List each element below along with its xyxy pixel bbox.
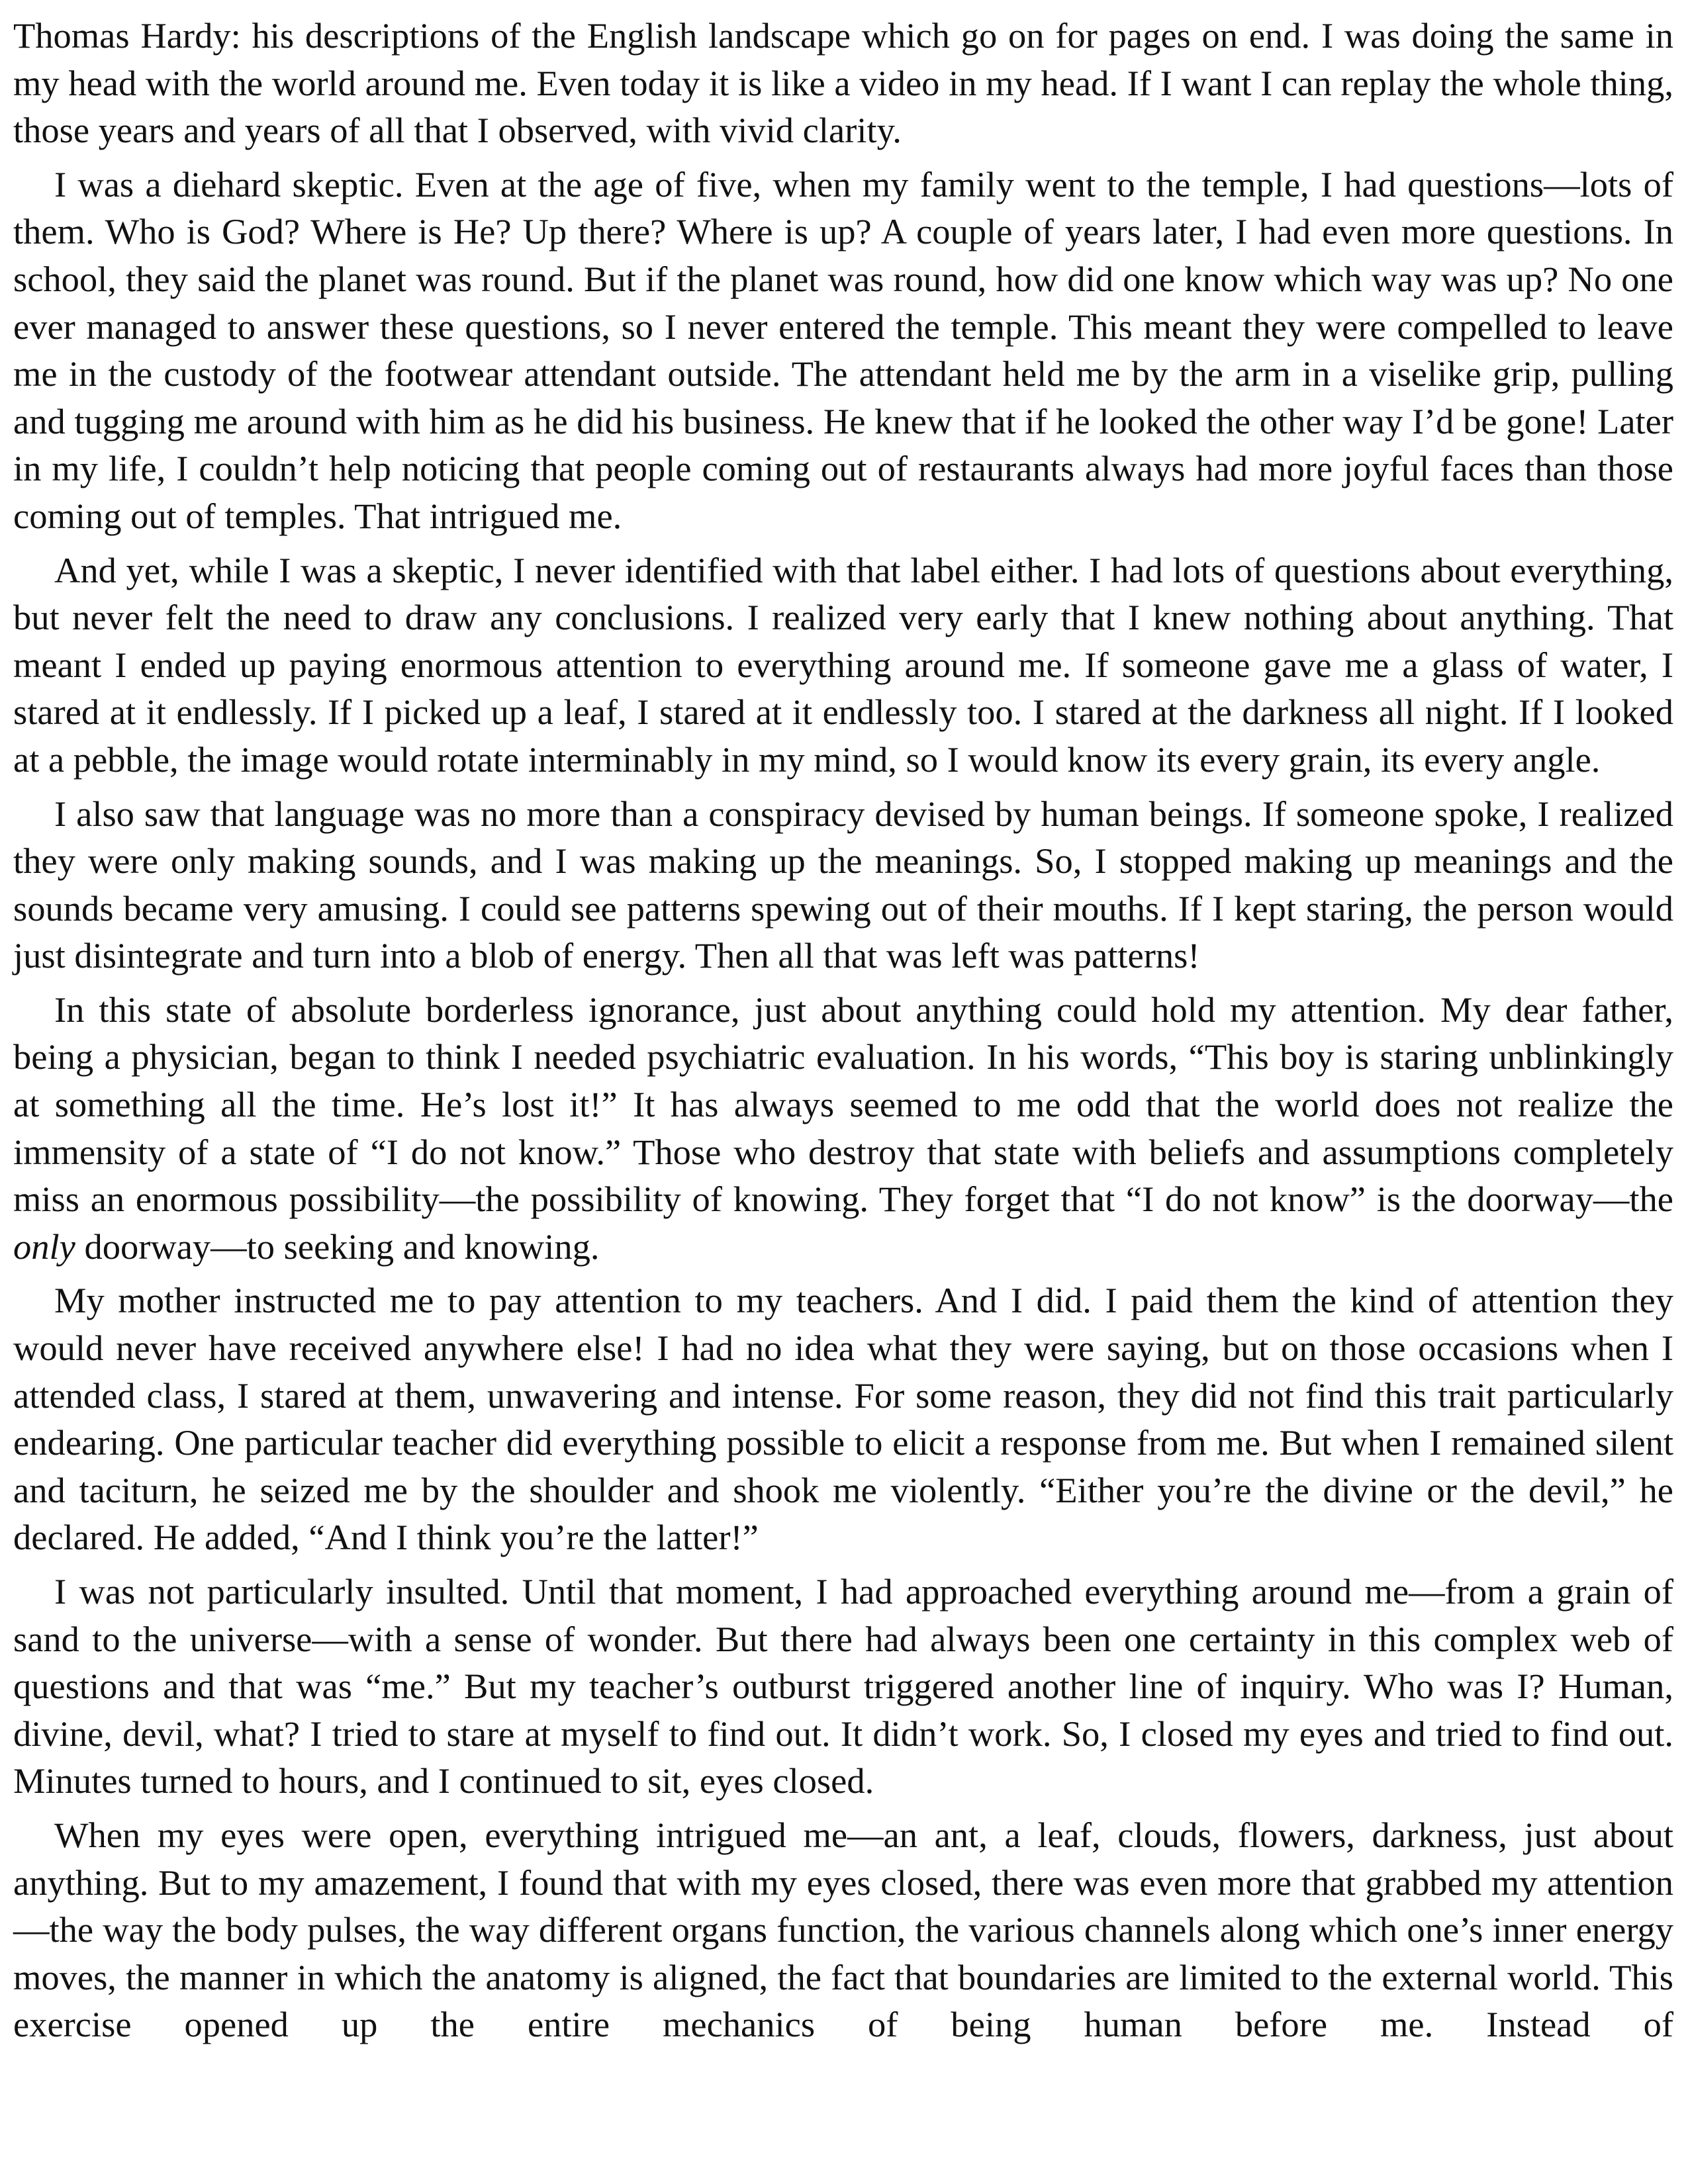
paragraph-language-conspiracy: I also saw that language was no more than a conspiracy devised by human beings. If someone spoke, I realized they were only making sounds, and I was making up the meanings. So, I stopped making up meanings and the sounds became very amusing. I could see patterns spewing out of their mouths. If I kept staring, the person would just disintegrate and turn into a blob of energy. Then all that was left was patterns! — [13, 793, 1673, 976]
paragraph-text-after-emphasis: doorway—to seeking and knowing. — [75, 1226, 600, 1267]
paragraph-not-insulted: I was not particularly insulted. Until that moment, I had approached everything around me—from a grain of sand to the universe—with a sense of wonder. But there had always been one certainty in this complex web of questions and that was “me.” But my teacher’s outburst triggered another line of inquiry. Who was I? Human, divine, devil, what? I tried to stare at myself to find out. It didn’t work. So, I closed my eyes and tried to find out. Minutes turned to hours, and I continued to sit, eyes closed. — [13, 1571, 1673, 1801]
emphasis-only: only — [13, 1226, 75, 1267]
paragraph-borderless-ignorance — [13, 986, 1673, 1271]
paragraph-diehard-skeptic: I was a diehard skeptic. Even at the age of five, when my family went to the temple, I had questions—lots of them. Who is God? Where is He? Up there? Where is up? A couple of years later, I had even more questions. In school, they said the planet was round. But if the planet was round, how did one know which way was up? No one ever managed to answer these questions, so I never entered the temple. This meant they were compelled to leave me in the custody of the footwear attendant outside. The attendant held me by the arm in a viselike grip, pulling and tugging me around with him as he did his business. He knew that if he looked the other way I’d be gone! Later in my life, I couldn’t help noticing that people coming out of restaurants always had more joyful faces than those coming out of temples. That intrigued me. — [13, 163, 1673, 536]
paragraph-skeptic-label: And yet, while I was a skeptic, I never identified with that label either. I had lots of questions about everything, but never felt the need to draw any conclusions. I realized very early that I knew nothing about anything. That meant I ended up paying enormous attention to everything around me. If someone gave me a glass of water, I stared at it endlessly. If I picked up a leaf, I stared at it endlessly too. I stared at the darkness all night. If I looked at a pebble, the image would rotate interminably in my mind, so I would know its every grain, its every angle. — [13, 549, 1673, 780]
paragraph-hardy-landscape: Thomas Hardy: his descriptions of the English landscape which go on for pages on end. I was doing the same in my head with the world around me. Even today it is like a video in my head. If I want I can replay the whole thing, those years and years of all that I observed, with vivid clarity. — [13, 15, 1673, 151]
paragraph-teachers-attention: My mother instructed me to pay attention to my teachers. And I did. I paid them the kind of attention they would never have received anywhere else! I had no idea what they were saying, but on those occasions when I attended class, I stared at them, unwavering and intense. For some reason, they did not find this trait particularly endearing. One particular teacher did everything possible to elicit a response from me. But when I remained silent and taciturn, he seized me by the shoulder and shook me violently. “Either you’re the divine or the devil,” he declared. He added, “And I think you’re the latter!” — [13, 1280, 1673, 1558]
book-page-text — [13, 12, 1673, 2048]
paragraph-text-before-emphasis: In this state of absolute borderless ignorance, just about anything could hold my attention. My dear father, being a physician, began to think I needed psychiatric evaluation. In his words, “This boy is staring unblinkingly at something all the time. He’s lost it!” It has always seemed to me odd that the world does not realize the immensity of a state of “I do not know.” Those who destroy that state with beliefs and assumptions completely miss an enormous possibility—the possibility of knowing. They forget that “I do not know” is the doorway—the — [13, 989, 1673, 1220]
paragraph-eyes-open: When my eyes were open, everything intrigued me—an ant, a leaf, clouds, flowers, darkness, just about anything. But to my amazement, I found that with my eyes closed, there was even more that grabbed my attention—the way the body pulses, the way different organs function, the various channels along which one’s inner energy moves, the manner in which the anatomy is aligned, the fact that boundaries are limited to the external world. This exercise opened up the entire mechanics of being human before me. Instead of — [13, 1814, 1673, 2045]
